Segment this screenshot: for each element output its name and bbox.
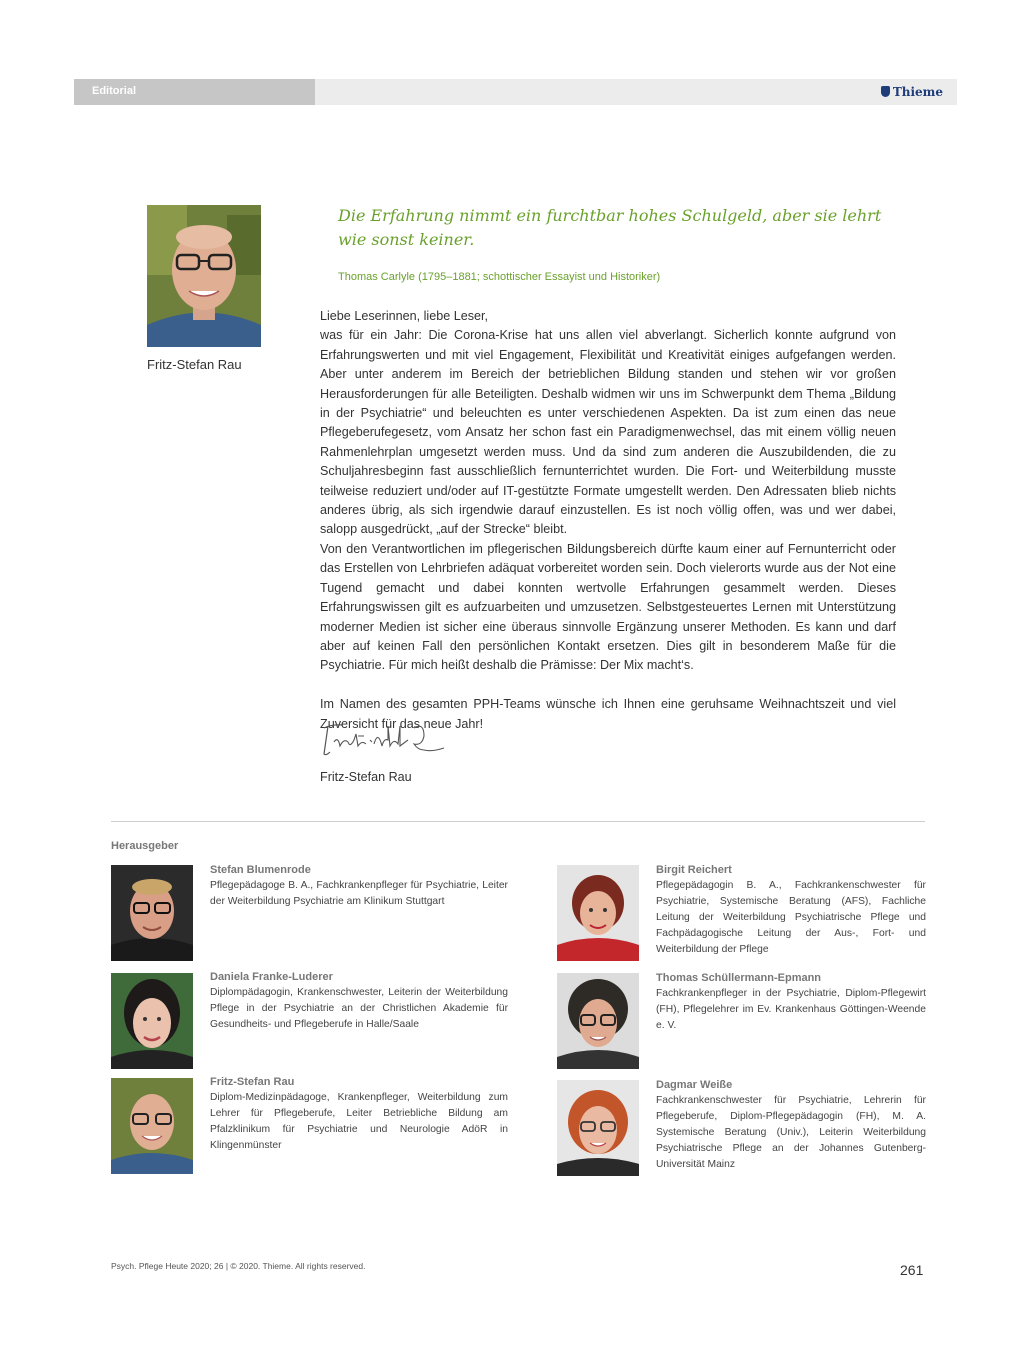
page-number: 261 bbox=[900, 1262, 924, 1278]
editor-photo-weisse bbox=[557, 1080, 639, 1176]
editor-card-weisse bbox=[656, 1077, 926, 1173]
editor-name: Dagmar Weiße bbox=[656, 1079, 733, 1091]
editor-name: Thomas Schüllermann-Epmann bbox=[656, 972, 822, 984]
citation-footer: Psych. Pflege Heute 2020; 26 | © 2020. Thieme. All rights reserved. bbox=[111, 1261, 366, 1271]
editor-card-reichert bbox=[656, 862, 926, 958]
editor-photo-schuellermann-epmann bbox=[557, 973, 639, 1069]
editor-description: Pflegepädagoge B. A., Fachkrankenpfleger für Psychiatrie, Leiter der Weiterbildung Psychiatrie am Klinikum Stuttgart bbox=[210, 880, 508, 907]
editor-name: Birgit Reichert bbox=[656, 864, 732, 876]
author-photo bbox=[147, 205, 261, 347]
section-label: Editorial bbox=[74, 79, 315, 105]
handwritten-signature bbox=[318, 716, 448, 762]
editor-name: Daniela Franke-Luderer bbox=[210, 971, 333, 983]
epigraph-quote: Die Erfahrung nimmt ein furchtbar hohes Schulgeld, aber sie lehrt wie sonst keiner. bbox=[338, 206, 882, 249]
editor-photo-rau bbox=[111, 1078, 193, 1174]
editor-photo-reichert bbox=[557, 865, 639, 961]
editor-card-rau bbox=[210, 1074, 508, 1154]
editor-card-franke-luderer bbox=[210, 969, 508, 1033]
editor-description: Fachkrankenschwester für Psychiatrie, Lehrerin für Pflegeberufe, Diplom-Pflegepädagogin (FH), M. A. Systemische Beratung (Univ.), Leiterin Weiterbildung Psychiatrische Pflege an der Johannes Gutenberg-Universität Mainz bbox=[656, 1095, 926, 1170]
editor-description: Diplom-Medizinpädagoge, Krankenpfleger, Weiterbildung zum Lehrer für Pflegeberufe, Leiter Betriebliche Bildung am Pfalzklinikum für Psychiatrie und Neurologie AdöR in Klingenmünster bbox=[210, 1092, 508, 1151]
editor-card-blumenrode bbox=[210, 862, 508, 910]
publisher-logo bbox=[881, 79, 943, 105]
editors-heading: Herausgeber bbox=[111, 840, 179, 852]
editor-photo-franke-luderer bbox=[111, 973, 193, 1069]
section-divider bbox=[111, 821, 925, 822]
signoff-name: Fritz-Stefan Rau bbox=[320, 770, 412, 784]
editor-description: Diplompädagogin, Krankenschwester, Leiterin der Weiterbildung Pflege in der Psychiatrie an der Christlichen Akademie für Gesundheits- und Pflegeberufe in Halle/Saale bbox=[210, 987, 508, 1030]
publisher-logo-text: Thieme bbox=[892, 85, 943, 99]
author-photo-caption: Fritz-Stefan Rau bbox=[147, 357, 242, 372]
paragraph-1: was für ein Jahr: Die Corona-Krise hat uns allen viel abverlangt. Sicherlich konnte aufgrund von Erfahrungswerten und mit viel Engagement, Flexibilität und Kreativität einiges aufgefangen werden. Aber unter anderem im Bereich der betrieblichen Bildung standen und stehen wir vor großen Herausforderungen für alle Beteiligten. Deshalb widmen wir uns im Schwerpunkt dem Thema „Bildung in der Psychiatrie“ und beleuchten es unter verschiedenen Aspekten. Da ist zum einen das neue Pflegeberufegesetz, vom Ansatz her schon fast ein Paradigmenwechsel, das mit einem völlig neuen Rahmenlehrplan umgesetzt werden muss. Und da sind zum anderen die Auszubildenden, die zu Schuljahresbeginn fast ausschließlich fernunterrichtet wurden. Die Fort- und Weiterbildung musste teilweise reduziert und/oder auf IT-gestützte Formate umgestellt werden. Den Adressaten blieb nichts anderes übrig, als sich irgendwie darauf einzustellen. Es ist noch völlig offen, was und wer dabei, salopp ausgedrückt, „auf der Strecke“ bleibt. bbox=[320, 328, 896, 537]
editor-name: Fritz-Stefan Rau bbox=[210, 1076, 295, 1088]
editor-photo-blumenrode bbox=[111, 865, 193, 961]
thieme-shield-icon bbox=[881, 86, 890, 97]
editor-description: Fachkrankenpfleger in der Psychiatrie, Diplom-Pflegewirt (FH), Pflegelehrer im Ev. Krankenhaus Göttingen-Weende e. V. bbox=[656, 988, 926, 1031]
paragraph-3: Im Namen des gesamten PPH-Teams wünsche ich Ihnen eine geruhsame Weihnachtszeit und viel Zuversicht für das neue Jahr! bbox=[320, 697, 896, 731]
editor-card-schuellermann-epmann bbox=[656, 970, 926, 1034]
editor-description: Pflegepädagogin B. A., Fachkrankenschwester für Psychiatrie, Systemische Beratung (AFS), Fachliche Leitung der Weiterbildung Psychiatrische Pflege und Fachpädagogische Leitung der Aus-, Fort- und Weiterbildung der Pflege bbox=[656, 880, 926, 955]
header-band bbox=[74, 79, 957, 105]
greeting: Liebe Leserinnen, liebe Leser, bbox=[320, 309, 489, 323]
editor-name: Stefan Blumenrode bbox=[210, 864, 311, 876]
paragraph-2: Von den Verantwortlichen im pflegerischen Bildungsbereich dürfte kaum einer auf Fernunterricht oder das Erstellen von Lehrbriefen adäquat vorbereitet worden sein. Doch vielerorts wurde aus der Not eine Tugend gemacht und dabei konnten wertvolle Erfahrungen gesammelt werden. Dieses Erfahrungswissen gilt es aufzuarbeiten und umzusetzen. Selbstgesteuertes Lernen mit Unterstützung moderner Medien ist sicher eine überaus sinnvolle Ergänzung unserer Methoden. Es kann und darf aber auf keinen Fall den persönlichen Kontakt ersetzen. Dies gilt in besonderem Maße für die Psychiatrie. Für mich heißt deshalb die Prämisse: Der Mix macht‘s. bbox=[320, 541, 896, 673]
epigraph-source: Thomas Carlyle (1795–1881; schottischer Essayist und Historiker) bbox=[338, 271, 661, 283]
editorial-body bbox=[320, 307, 896, 734]
